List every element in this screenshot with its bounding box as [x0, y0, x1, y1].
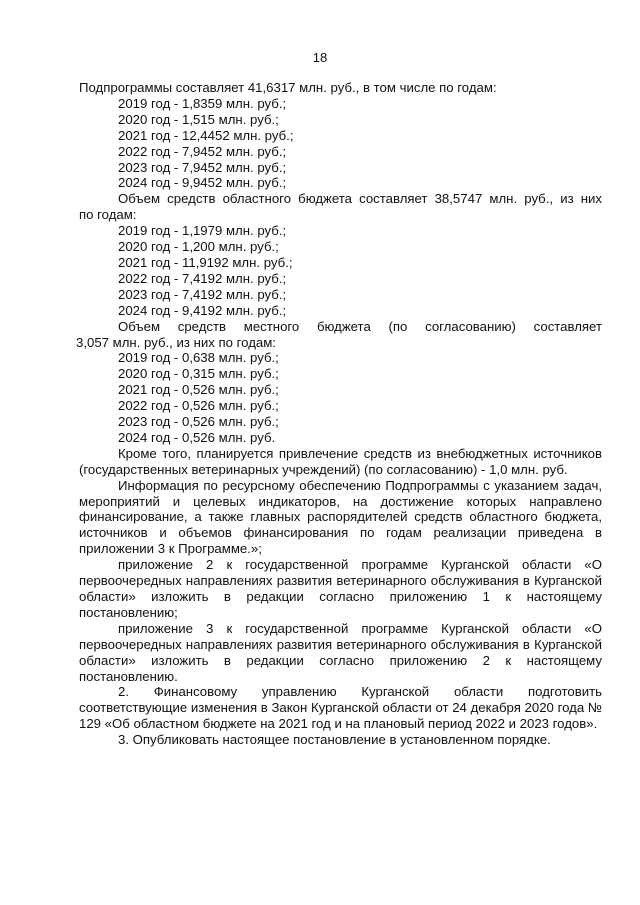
local-year-item: 2022 год - 0,526 млн. руб.; — [118, 398, 279, 414]
regional-year-item: 2023 год - 7,4192 млн. руб.; — [118, 286, 287, 302]
total-year-item: 2021 год - 12,4452 млн. руб.; — [118, 127, 294, 143]
local-budget-line-1: Объем средств местного бюджета (по согласованию) составляет — [118, 318, 602, 334]
regional-year-item: 2021 год - 11,9192 млн. руб.; — [118, 254, 293, 270]
total-years-list — [79, 96, 602, 191]
regional-years-list — [79, 223, 602, 318]
local-year-item: 2020 год - 0,315 млн. руб.; — [118, 366, 279, 382]
appendix-2-paragraph: приложение 2 к государственной программе Курганской области «О первоочередных направлениях развития ветеринарного обслуживания в Курганской области» изложить в редакции согласно приложению 1 к настоящему постановлению; — [79, 557, 602, 620]
local-year-item: 2023 год - 0,526 млн. руб.; — [118, 414, 279, 430]
regional-year-item: 2020 год - 1,200 млн. руб.; — [118, 239, 279, 255]
regional-year-item: 2019 год - 1,1979 млн. руб.; — [118, 223, 287, 239]
local-year-item: 2021 год - 0,526 млн. руб.; — [118, 382, 279, 398]
intro-line: Подпрограммы составляет 41,6317 млн. руб., в том числе по годам: — [79, 80, 497, 95]
local-year-item: 2019 год - 0,638 млн. руб.; — [118, 350, 279, 366]
regional-budget-line-2: по годам: — [79, 207, 137, 223]
regional-year-item: 2022 год - 7,4192 млн. руб.; — [118, 270, 287, 286]
extrabudgetary-paragraph: Кроме того, планируется привлечение средств из внебюджетных источников (государственных ветеринарных учреждений) (по согласованию) - 1,0 млн. руб. — [79, 445, 602, 477]
resource-info-paragraph: Информация по ресурсному обеспечению Подпрограммы с указанием задач, мероприятий и целевых индикаторов, на достижение которых направлено финансирование, а также главных распорядителей средств областного бюджета, источников и объемов финансирования по годам реализации приведена в приложении 3 к Программе.»; — [79, 477, 602, 557]
local-years-list — [79, 350, 602, 445]
total-year-item: 2024 год - 9,9452 млн. руб.; — [118, 175, 287, 191]
page-number: 18 — [312, 50, 328, 65]
regional-budget-line-1: Объем средств областного бюджета составляет 38,5747 млн. руб., из них — [118, 191, 602, 207]
total-year-item: 2023 год - 7,9452 млн. руб.; — [118, 159, 287, 175]
item-3-paragraph: 3. Опубликовать настоящее постановление в установленном порядке. — [118, 732, 551, 748]
local-budget-line-2: 3,057 млн. руб., из них по годам: — [76, 334, 276, 350]
item-2-paragraph: 2. Финансовому управлению Курганской области подготовить соответствующие изменения в Закон Курганской области от 24 декабря 2020 года № 129 «Об областном бюджете на 2021 год и на плановый период 2022 и 2023 годов». — [79, 684, 602, 732]
appendix-3-paragraph: приложение 3 к государственной программе Курганской области «О первоочередных направлениях развития ветеринарного обслуживания в Курганской области» изложить в редакции согласно приложению 2 к настоящему постановлению. — [79, 620, 602, 684]
total-year-item: 2020 год - 1,515 млн. руб.; — [118, 111, 279, 127]
regional-year-item: 2024 год - 9,4192 млн. руб.; — [118, 302, 287, 318]
total-year-item: 2022 год - 7,9452 млн. руб.; — [118, 143, 287, 159]
local-year-item: 2024 год - 0,526 млн. руб. — [118, 429, 276, 445]
total-year-item: 2019 год - 1,8359 млн. руб.; — [118, 95, 287, 111]
document-body — [76, 80, 602, 748]
